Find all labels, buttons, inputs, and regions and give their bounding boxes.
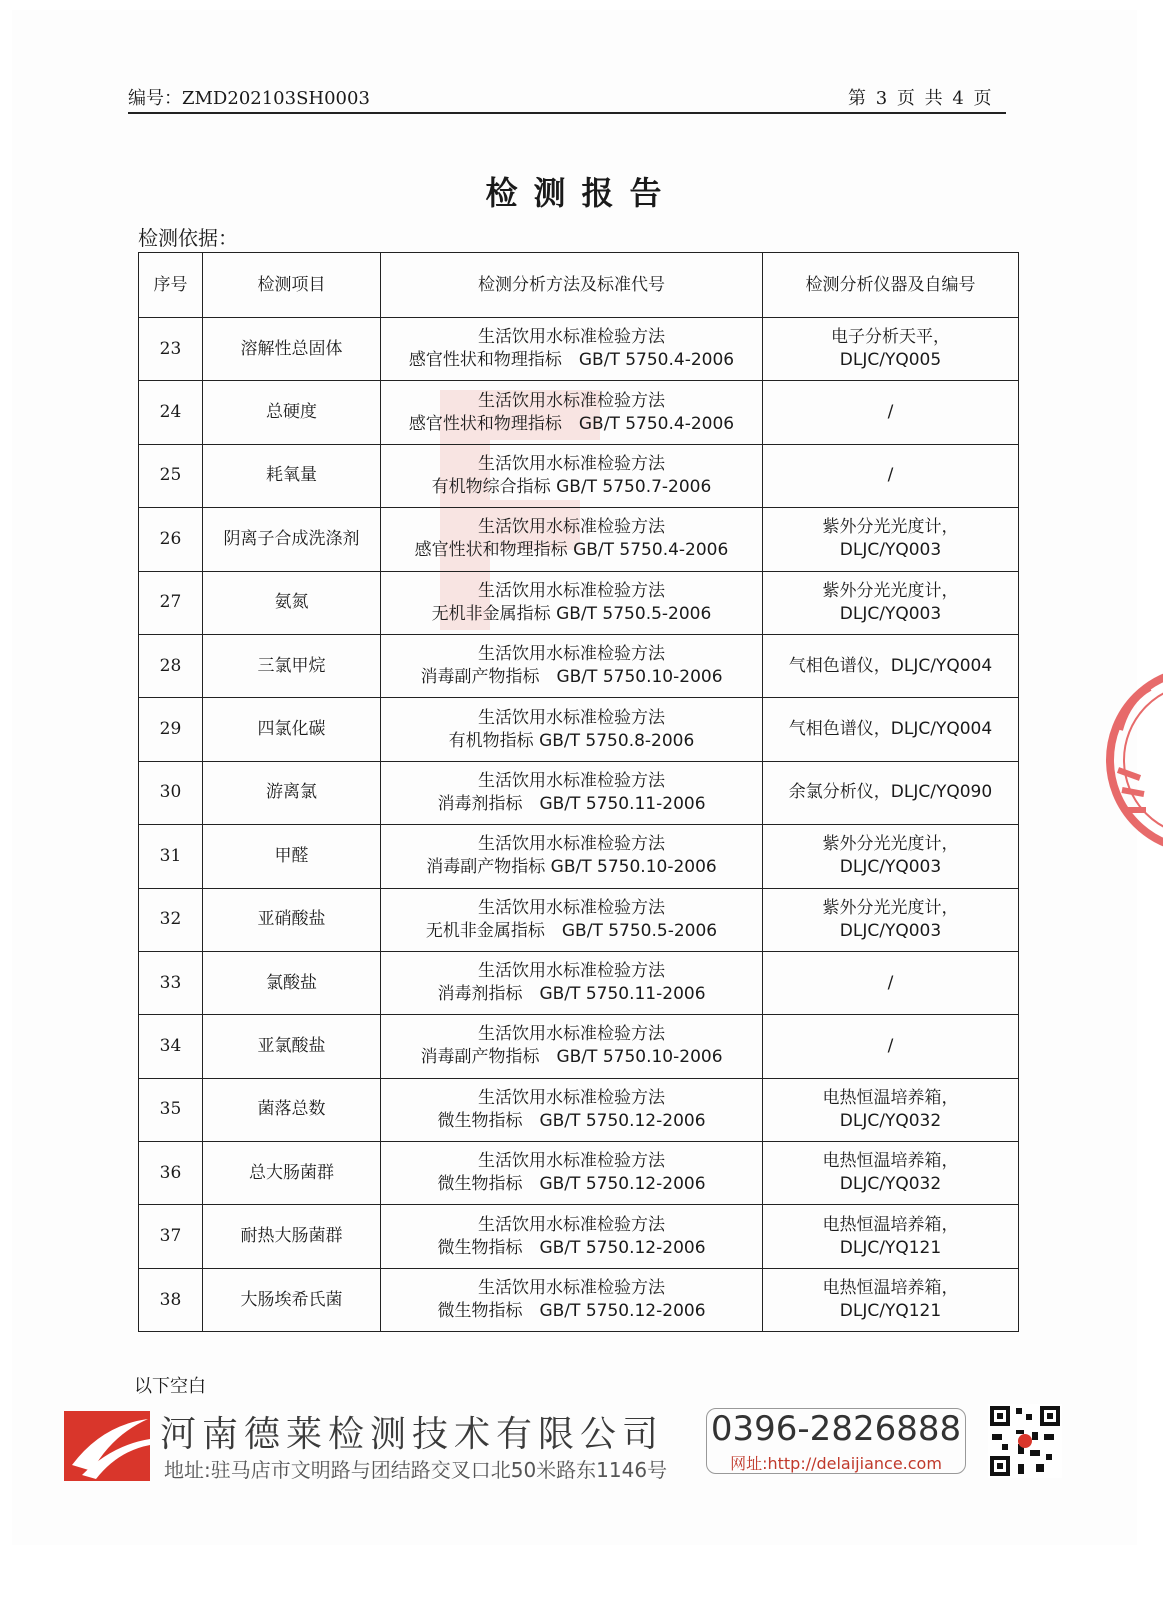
method-line-2: 感官性状和物理指标 GB/T 5750.4-2006	[408, 413, 735, 434]
cell-method	[381, 634, 763, 697]
instrument-line-1: /	[887, 465, 894, 486]
method-line-2: 无机非金属指标 GB/T 5750.5-2006	[431, 603, 712, 624]
instrument-line-1: 余氯分析仪，DLJC/YQ090	[788, 782, 993, 803]
cell-method	[381, 888, 763, 951]
table-header-row	[139, 253, 1019, 318]
instrument-line-2: DLJC/YQ003	[839, 540, 942, 561]
table-row	[139, 888, 1019, 951]
company-logo-icon	[62, 1405, 152, 1483]
cell-no: 38	[139, 1268, 203, 1331]
cell-no: 37	[139, 1205, 203, 1268]
cell-method	[381, 761, 763, 824]
method-line-2: 微生物指标 GB/T 5750.12-2006	[437, 1237, 706, 1258]
method-line-2: 微生物指标 GB/T 5750.12-2006	[437, 1110, 706, 1131]
cell-item: 总硬度	[203, 381, 381, 444]
cell-instrument	[763, 761, 1019, 824]
cell-item: 大肠埃希氏菌	[203, 1268, 381, 1331]
cell-instrument	[763, 634, 1019, 697]
cell-no: 36	[139, 1142, 203, 1205]
table-row	[139, 1268, 1019, 1331]
cell-instrument	[763, 381, 1019, 444]
table-row	[139, 825, 1019, 888]
cell-instrument	[763, 698, 1019, 761]
cell-method	[381, 698, 763, 761]
instrument-line-1: 电热恒温培养箱，	[822, 1214, 959, 1235]
cell-method	[381, 1078, 763, 1141]
instrument-line-1: 电热恒温培养箱，	[822, 1151, 959, 1172]
cell-item: 总大肠菌群	[203, 1142, 381, 1205]
instrument-line-2: DLJC/YQ121	[839, 1301, 942, 1322]
header-no: 序号	[139, 253, 203, 318]
cell-method	[381, 444, 763, 507]
method-line-1: 生活饮用水标准检验方法	[478, 390, 665, 411]
cell-instrument	[763, 1205, 1019, 1268]
method-line-1: 生活饮用水标准检验方法	[478, 770, 665, 791]
cell-no: 24	[139, 381, 203, 444]
method-line-1: 生活饮用水标准检验方法	[478, 897, 665, 918]
table-row	[139, 951, 1019, 1014]
method-line-1: 生活饮用水标准检验方法	[478, 707, 665, 728]
company-address: 地址:驻马店市文明路与团结路交叉口北50米路东1146号	[164, 1458, 668, 1482]
cell-method	[381, 381, 763, 444]
method-line-2: 消毒副产物指标 GB/T 5750.10-2006	[420, 1047, 723, 1068]
method-line-1: 生活饮用水标准检验方法	[478, 644, 665, 665]
cell-item: 阴离子合成洗涤剂	[203, 508, 381, 571]
method-line-1: 生活饮用水标准检验方法	[478, 1214, 665, 1235]
method-line-1: 生活饮用水标准检验方法	[478, 453, 665, 474]
cell-method	[381, 825, 763, 888]
website-link[interactable]: 网址:http://delaijiance.com	[730, 1454, 942, 1473]
cell-no: 28	[139, 634, 203, 697]
cell-no: 33	[139, 951, 203, 1014]
instrument-line-2: DLJC/YQ032	[839, 1110, 942, 1131]
instrument-line-2: DLJC/YQ003	[839, 603, 942, 624]
method-line-2: 感官性状和物理指标 GB/T 5750.4-2006	[408, 350, 735, 371]
instrument-line-1: 电热恒温培养箱，	[822, 1087, 959, 1108]
cell-item: 耐热大肠菌群	[203, 1205, 381, 1268]
cell-instrument	[763, 508, 1019, 571]
cell-item: 三氯甲烷	[203, 634, 381, 697]
cell-instrument	[763, 951, 1019, 1014]
instrument-line-1: 电热恒温培养箱，	[822, 1278, 959, 1299]
table-row	[139, 318, 1019, 381]
cell-method	[381, 508, 763, 571]
cell-method	[381, 1142, 763, 1205]
cell-no: 32	[139, 888, 203, 951]
instrument-line-1: 电子分析天平，	[831, 327, 950, 348]
method-line-2: 感官性状和物理指标 GB/T 5750.4-2006	[414, 540, 729, 561]
cell-instrument	[763, 1078, 1019, 1141]
cell-no: 34	[139, 1015, 203, 1078]
table-row	[139, 381, 1019, 444]
table-row	[139, 1078, 1019, 1141]
cell-no: 30	[139, 761, 203, 824]
cell-item: 氨氮	[203, 571, 381, 634]
method-line-1: 生活饮用水标准检验方法	[478, 1024, 665, 1045]
instrument-line-2: DLJC/YQ005	[839, 350, 942, 371]
table-row	[139, 508, 1019, 571]
cell-no: 26	[139, 508, 203, 571]
cell-method	[381, 571, 763, 634]
method-line-2: 消毒剂指标 GB/T 5750.11-2006	[437, 984, 706, 1005]
method-line-2: 有机物指标 GB/T 5750.8-2006	[448, 730, 695, 751]
table-row	[139, 761, 1019, 824]
cell-item: 亚氯酸盐	[203, 1015, 381, 1078]
cell-item: 溶解性总固体	[203, 318, 381, 381]
cell-item: 菌落总数	[203, 1078, 381, 1141]
cell-instrument	[763, 1268, 1019, 1331]
method-line-1: 生活饮用水标准检验方法	[478, 834, 665, 855]
qr-code-icon	[988, 1404, 1062, 1478]
header-item: 检测项目	[203, 253, 381, 318]
header-method: 检测分析方法及标准代号	[381, 253, 763, 318]
instrument-line-1: 气相色谱仪，DLJC/YQ004	[788, 655, 993, 676]
header-instrument: 检测分析仪器及自编号	[763, 253, 1019, 318]
stamp-seal-icon	[1100, 660, 1163, 860]
method-line-1: 生活饮用水标准检验方法	[478, 1278, 665, 1299]
cell-instrument	[763, 888, 1019, 951]
cell-no: 29	[139, 698, 203, 761]
cell-instrument	[763, 444, 1019, 507]
method-line-1: 生活饮用水标准检验方法	[478, 961, 665, 982]
instrument-line-1: /	[887, 402, 894, 423]
table-row	[139, 444, 1019, 507]
phone-number: 0396-2826888	[710, 1409, 962, 1449]
instrument-line-2: DLJC/YQ003	[839, 920, 942, 941]
method-line-2: 消毒副产物指标 GB/T 5750.10-2006	[426, 857, 717, 878]
cell-instrument	[763, 1142, 1019, 1205]
table-row	[139, 698, 1019, 761]
method-line-1: 生活饮用水标准检验方法	[478, 580, 665, 601]
method-line-2: 消毒副产物指标 GB/T 5750.10-2006	[420, 667, 723, 688]
report-title: 检测报告	[485, 174, 678, 212]
instrument-line-1: 紫外分光光度计，	[822, 580, 959, 601]
instrument-line-2: DLJC/YQ003	[839, 857, 942, 878]
table-row	[139, 571, 1019, 634]
table-row	[139, 634, 1019, 697]
cell-method	[381, 1205, 763, 1268]
cell-no: 31	[139, 825, 203, 888]
instrument-line-1: 紫外分光光度计，	[822, 517, 959, 538]
instrument-line-2: DLJC/YQ121	[839, 1237, 942, 1258]
cell-instrument	[763, 825, 1019, 888]
cell-no: 25	[139, 444, 203, 507]
basis-label: 检测依据：	[138, 226, 238, 250]
instrument-line-1: 紫外分光光度计，	[822, 897, 959, 918]
method-line-1: 生活饮用水标准检验方法	[478, 517, 665, 538]
cell-method	[381, 951, 763, 1014]
header-rule	[128, 112, 1006, 114]
cell-item: 四氯化碳	[203, 698, 381, 761]
cell-method	[381, 1015, 763, 1078]
instrument-line-1: /	[887, 972, 894, 993]
cell-method	[381, 1268, 763, 1331]
table-row	[139, 1142, 1019, 1205]
cell-instrument	[763, 571, 1019, 634]
cell-item: 亚硝酸盐	[203, 888, 381, 951]
cell-instrument	[763, 1015, 1019, 1078]
page-indicator: 第 3 页 共 4 页	[848, 88, 994, 109]
cell-method	[381, 318, 763, 381]
table-row	[139, 1205, 1019, 1268]
method-line-2: 微生物指标 GB/T 5750.12-2006	[437, 1174, 706, 1195]
method-line-2: 消毒剂指标 GB/T 5750.11-2006	[437, 793, 706, 814]
test-basis-table	[138, 252, 1019, 1332]
cell-item: 游离氯	[203, 761, 381, 824]
instrument-line-1: /	[887, 1035, 894, 1056]
cell-item: 耗氧量	[203, 444, 381, 507]
instrument-line-2: DLJC/YQ032	[839, 1174, 942, 1195]
cell-item: 氯酸盐	[203, 951, 381, 1014]
method-line-2: 微生物指标 GB/T 5750.12-2006	[437, 1301, 706, 1322]
cell-item: 甲醛	[203, 825, 381, 888]
method-line-2: 无机非金属指标 GB/T 5750.5-2006	[425, 920, 718, 941]
company-name: 河南德莱检测技术有限公司	[160, 1414, 665, 1455]
blank-below-note: 以下空白	[134, 1376, 206, 1397]
cell-no: 23	[139, 318, 203, 381]
cell-no: 35	[139, 1078, 203, 1141]
instrument-line-1: 紫外分光光度计，	[822, 834, 959, 855]
report-number: 编号：ZMD202103SH0003	[128, 88, 370, 109]
method-line-2: 有机物综合指标 GB/T 5750.7-2006	[431, 476, 712, 497]
contact-box	[706, 1408, 966, 1474]
method-line-1: 生活饮用水标准检验方法	[478, 327, 665, 348]
table-row	[139, 1015, 1019, 1078]
cell-no: 27	[139, 571, 203, 634]
method-line-1: 生活饮用水标准检验方法	[478, 1087, 665, 1108]
method-line-1: 生活饮用水标准检验方法	[478, 1151, 665, 1172]
cell-instrument	[763, 318, 1019, 381]
instrument-line-1: 气相色谱仪，DLJC/YQ004	[788, 719, 993, 740]
